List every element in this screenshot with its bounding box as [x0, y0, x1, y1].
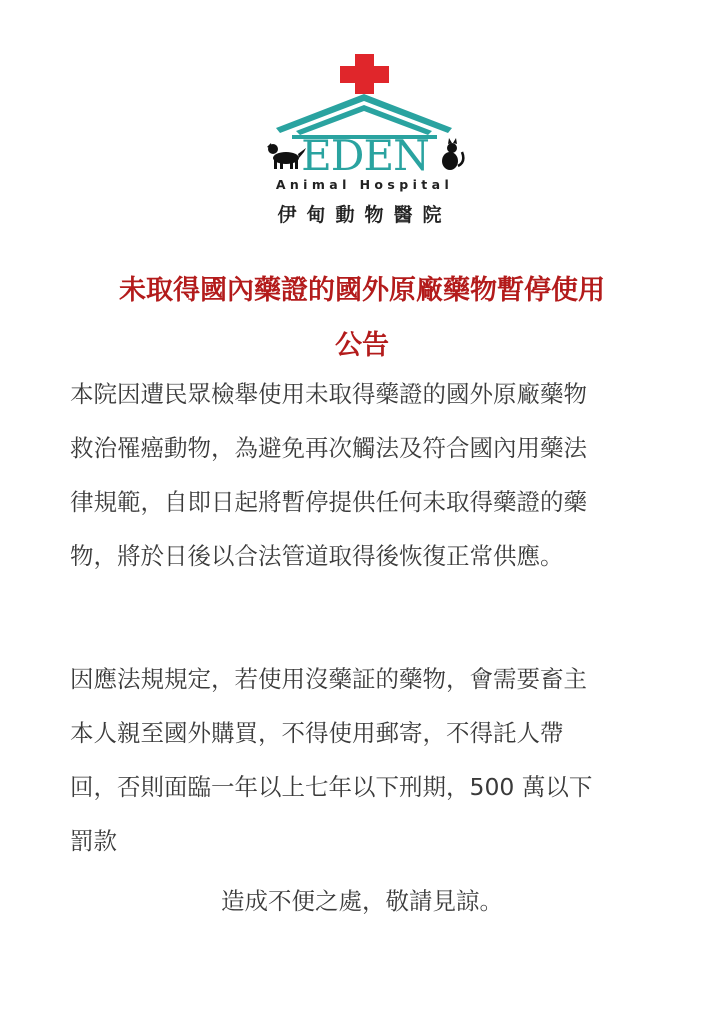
logo-subtitle-zh: 伊甸動物醫院 [277, 204, 452, 226]
paragraph-line: 因應法規規定，若使用沒藥証的藥物，會需要畜主 [70, 665, 587, 693]
hospital-logo [262, 50, 467, 230]
notice-paragraph-1 [70, 367, 670, 583]
cat-icon [442, 138, 463, 170]
paragraph-line: 物，將於日後以合法管道取得後恢復正常供應。 [70, 542, 564, 570]
paragraph-line: 罰款 [70, 827, 117, 855]
notice-title-line2: 公告 [335, 330, 389, 361]
paragraph-line: 本人親至國外購買，不得使用郵寄，不得託人帶 [70, 719, 564, 747]
logo-subtitle-en: Animal Hospital [275, 177, 454, 192]
logo-wordmark: EDEN [301, 131, 429, 175]
red-cross-icon [340, 54, 389, 94]
logo-graphic [262, 50, 467, 175]
notice-paragraph-2 [70, 652, 670, 868]
paragraph-line: 救治罹癌動物，為避免再次觸法及符合國內用藥法 [70, 434, 587, 462]
paragraph-line: 本院因遭民眾檢舉使用未取得藥證的國外原廠藥物 [70, 380, 587, 408]
paragraph-line: 律規範，自即日起將暫停提供任何未取得藥證的藥 [70, 488, 587, 516]
paragraph-line: 回，否則面臨一年以上七年以下刑期，500 萬以下 [70, 773, 593, 801]
notice-title-line1: 未取得國內藥證的國外原廠藥物暫停使用 [119, 275, 605, 306]
closing-line: 造成不便之處，敬請見諒。 [221, 887, 503, 915]
